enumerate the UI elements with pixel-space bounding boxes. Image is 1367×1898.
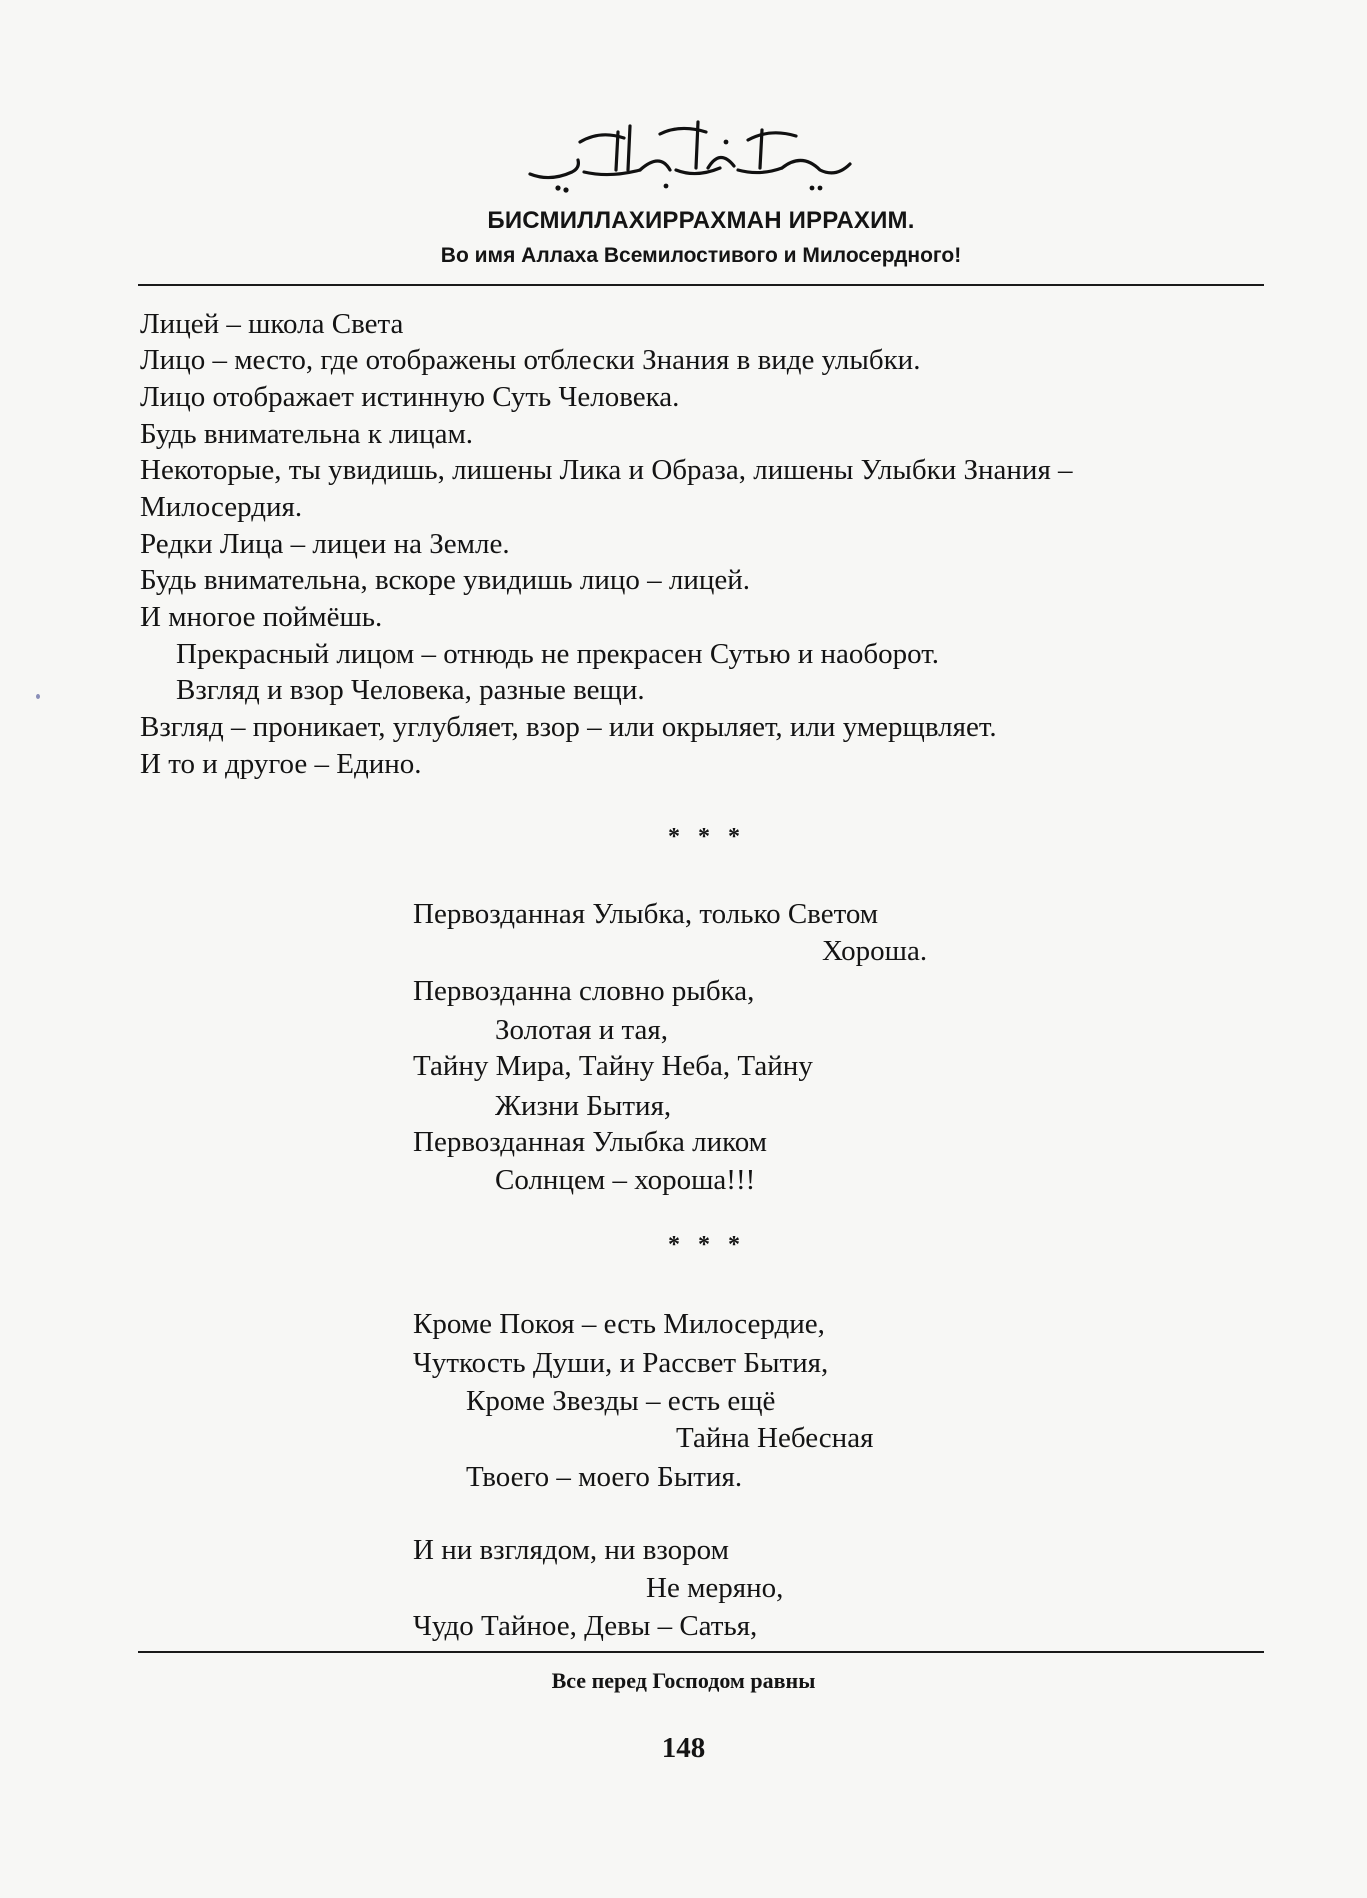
page-number: 148 — [661, 1732, 706, 1764]
running-title: Все перед Господом равны — [551, 1668, 816, 1693]
prose-line: Будь внимательна к лицам. — [140, 418, 474, 450]
poem-line: Кроме Покоя – есть Милосердие, — [413, 1308, 825, 1340]
poem-line: Твоего – моего Бытия. — [466, 1461, 743, 1493]
prose-line: Прекрасный лицом – отнюдь не прекрасен Сутью и наоборот. — [176, 638, 940, 670]
prose-line: Лицо отображает истинную Суть Человека. — [140, 381, 680, 413]
prose-line: И многое поймёшь. — [140, 601, 383, 633]
poem-line: И ни взглядом, ни взором — [413, 1534, 729, 1566]
prose-line: Лицей – школа Света — [140, 308, 404, 340]
poem-line: Не меряно, — [646, 1572, 784, 1604]
poem-line: Тайну Мира, Тайну Неба, Тайну — [413, 1050, 813, 1082]
poem-line: Первозданна словно рыбка, — [413, 975, 755, 1007]
header-subtitle: Во имя Аллаха Всемилостивого и Милосердного! — [440, 244, 962, 267]
poem-line: Первозданная Улыбка, только Светом — [413, 898, 879, 930]
section-separator: * * * — [668, 1232, 746, 1258]
prose-line: Милосердия. — [140, 491, 303, 523]
prose-line: Взгляд и взор Человека, разные вещи. — [176, 674, 645, 706]
scan-speck — [36, 694, 40, 699]
poem-line: Солнцем – хороша!!! — [495, 1164, 756, 1196]
poem-line: Жизни Бытия, — [495, 1090, 672, 1122]
prose-line: Лицо – место, где отображены отблески Знания в виде улыбки. — [140, 344, 921, 376]
prose-line: Некоторые, ты увидишь, лишены Лика и Образа, лишены Улыбки Знания – — [140, 454, 1073, 486]
prose-line: Редки Лица – лицеи на Земле. — [140, 528, 510, 560]
prose-line: Взгляд – проникает, углубляет, взор – или окрыляет, или умерщвляет. — [140, 711, 997, 743]
poem-line: Первозданная Улыбка ликом — [413, 1126, 768, 1158]
poem-line: Хороша. — [822, 935, 928, 967]
section-separator: * * * — [668, 824, 746, 850]
poem-line: Тайна Небесная — [676, 1422, 874, 1454]
poem-line: Чуткость Души, и Рассвет Бытия, — [413, 1347, 829, 1379]
prose-line: И то и другое – Едино. — [140, 748, 422, 780]
header-divider — [138, 284, 1264, 286]
prose-line: Будь внимательна, вскоре увидишь лицо – лицей. — [140, 564, 751, 596]
basmala-calligraphy — [520, 112, 860, 204]
poem-line: Чудо Тайное, Девы – Сатья, — [413, 1610, 758, 1642]
poem-line: Кроме Звезды – есть ещё — [466, 1385, 776, 1417]
footer-divider — [138, 1651, 1264, 1653]
poem-line: Золотая и тая, — [495, 1014, 668, 1046]
header-title: БИСМИЛЛАХИРРАХМАН ИРРАХИМ. — [487, 207, 915, 234]
svg-text:بِسْمِ ٱللَّٰهِ ٱلرَّحْمَٰنِ ٱ: بِسْمِ ٱللَّٰهِ ٱلرَّحْمَٰنِ ٱلرَّحِيمِ — [684, 198, 696, 199]
